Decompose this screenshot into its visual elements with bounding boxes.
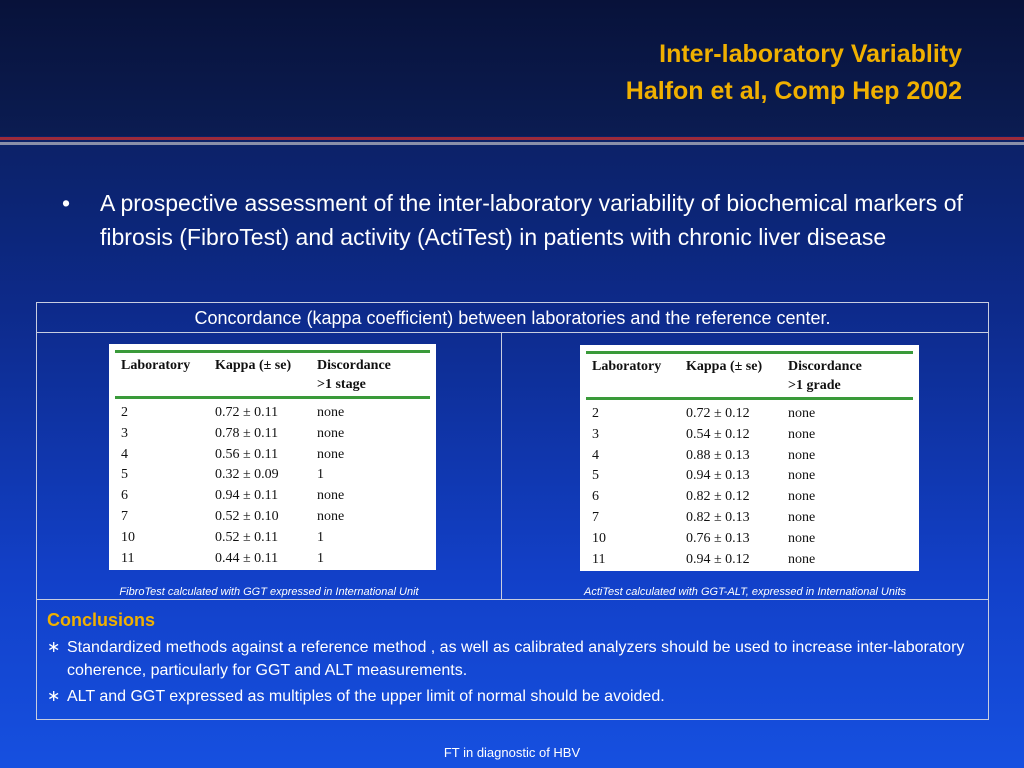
cell-kappa: 0.52 ± 0.11 xyxy=(215,529,279,545)
cell-laboratory: 10 xyxy=(592,530,606,546)
conclusion-item xyxy=(47,685,978,708)
header-discordance-line1: Discordance xyxy=(788,359,862,374)
table-row xyxy=(121,465,424,486)
cell-discordance: none xyxy=(788,551,816,567)
header-discordance xyxy=(788,357,907,395)
table-row xyxy=(592,404,907,425)
table-row xyxy=(592,487,907,508)
cell-laboratory: 5 xyxy=(592,468,599,484)
cell-laboratory: 11 xyxy=(592,551,606,567)
bullet-text: A prospective assessment of the inter-laboratory variability of biochemical markers of fibrosis (FibroTest) and activity (ActiTest) in patients with chronic liver disease xyxy=(100,190,963,250)
cell-discordance: none xyxy=(317,405,345,420)
cell-discordance: none xyxy=(788,530,816,546)
table-body xyxy=(37,333,988,600)
conclusions-section xyxy=(37,601,988,719)
table-rows xyxy=(115,399,430,569)
table-row xyxy=(592,529,907,550)
table-row xyxy=(121,486,424,507)
table-row xyxy=(121,424,424,445)
cell-laboratory: 5 xyxy=(121,467,128,483)
cell-discordance: 1 xyxy=(317,550,324,566)
cell-discordance: none xyxy=(317,425,345,441)
cell-laboratory: 6 xyxy=(592,489,599,505)
cell-kappa: 0.88 ± 0.13 xyxy=(686,447,750,463)
header-laboratory: Laboratory xyxy=(121,358,191,373)
cell-kappa: 0.82 ± 0.12 xyxy=(686,489,750,505)
cell-discordance: none xyxy=(317,508,345,524)
table-row xyxy=(592,550,907,571)
cell-kappa: 0.52 ± 0.10 xyxy=(215,508,279,524)
cell-laboratory: 7 xyxy=(121,508,128,524)
table-rows xyxy=(586,400,913,570)
header-discordance xyxy=(317,356,424,394)
cell-discordance: 1 xyxy=(317,467,324,483)
cell-kappa: 0.32 ± 0.09 xyxy=(215,467,279,483)
header-discordance-line2: >1 grade xyxy=(788,378,841,393)
table-header xyxy=(586,354,913,397)
cell-kappa: 0.72 ± 0.12 xyxy=(686,406,750,421)
fibrotest-note: FibroTest calculated with GGT expressed in International Unit xyxy=(119,586,419,598)
concordance-table xyxy=(36,302,989,720)
asterisk-icon: ∗ xyxy=(47,688,61,705)
slide-footer: FT in diagnostic of HBV xyxy=(443,745,581,760)
cell-kappa: 0.94 ± 0.11 xyxy=(215,488,279,504)
header-discordance-line1: Discordance xyxy=(317,358,391,373)
cell-discordance: none xyxy=(788,426,816,442)
cell-discordance: none xyxy=(788,406,816,421)
cell-laboratory: 4 xyxy=(592,447,599,463)
header-kappa: Kappa (± se) xyxy=(215,358,292,373)
table-row xyxy=(121,528,424,549)
actitest-table xyxy=(580,345,919,571)
cell-kappa: 0.54 ± 0.12 xyxy=(686,426,750,442)
table-row xyxy=(121,549,424,570)
table-row xyxy=(121,445,424,466)
cell-discordance: none xyxy=(788,489,816,505)
table-row xyxy=(592,446,907,467)
header-laboratory: Laboratory xyxy=(592,359,662,374)
slide-title xyxy=(626,36,962,110)
actitest-note: ActiTest calculated with GGT-ALT, expressed in International Units xyxy=(583,586,906,598)
cell-laboratory: 6 xyxy=(121,488,128,504)
cell-kappa: 0.94 ± 0.12 xyxy=(686,551,750,567)
cell-laboratory: 2 xyxy=(592,406,599,421)
cell-kappa: 0.76 ± 0.13 xyxy=(686,530,750,546)
table-row xyxy=(121,507,424,528)
cell-discordance: none xyxy=(788,468,816,484)
conclusion-text: Standardized methods against a reference method , as well as calibrated analyzers should be used to increase inter-laboratory coherence, particularly for GGT and ALT measurements. xyxy=(67,639,965,679)
cell-laboratory: 10 xyxy=(121,529,135,545)
table-row xyxy=(592,466,907,487)
table-row xyxy=(592,425,907,446)
cell-laboratory: 4 xyxy=(121,446,128,462)
header-discordance-line2: >1 stage xyxy=(317,377,366,392)
header-kappa: Kappa (± se) xyxy=(686,359,763,374)
cell-discordance: 1 xyxy=(317,529,324,545)
title-line-2: Halfon et al, Comp Hep 2002 xyxy=(625,77,962,105)
table-row xyxy=(592,508,907,529)
asterisk-icon: ∗ xyxy=(47,639,61,656)
cell-kappa: 0.82 ± 0.13 xyxy=(686,509,750,525)
cell-laboratory: 7 xyxy=(592,509,599,525)
header-rule-gray xyxy=(0,142,1024,145)
column-divider xyxy=(501,333,502,600)
cell-kappa: 0.56 ± 0.11 xyxy=(215,446,279,462)
title-line-1: Inter-laboratory Variablity xyxy=(659,40,962,68)
table-row xyxy=(121,403,424,424)
table-header xyxy=(115,353,430,396)
cell-discordance: none xyxy=(317,446,345,462)
header-rule-red xyxy=(0,137,1024,140)
cell-kappa: 0.78 ± 0.11 xyxy=(215,425,279,441)
cell-discordance: none xyxy=(788,447,816,463)
conclusions-title: Conclusions xyxy=(47,610,156,630)
cell-discordance: none xyxy=(788,509,816,525)
cell-kappa: 0.44 ± 0.11 xyxy=(215,550,279,566)
cell-laboratory: 2 xyxy=(121,405,128,420)
conclusion-text: ALT and GGT expressed as multiples of the upper limit of normal should be avoided. xyxy=(67,688,665,705)
table-caption: Concordance (kappa coefficient) between laboratories and the reference center. xyxy=(37,303,988,333)
conclusion-item xyxy=(47,636,978,682)
cell-laboratory: 3 xyxy=(121,425,128,441)
cell-discordance: none xyxy=(317,488,345,504)
cell-laboratory: 3 xyxy=(592,426,599,442)
cell-laboratory: 11 xyxy=(121,550,135,566)
cell-kappa: 0.94 ± 0.13 xyxy=(686,468,750,484)
cell-kappa: 0.72 ± 0.11 xyxy=(215,405,279,420)
fibrotest-table xyxy=(109,344,436,570)
bullet-symbol: • xyxy=(62,190,71,216)
